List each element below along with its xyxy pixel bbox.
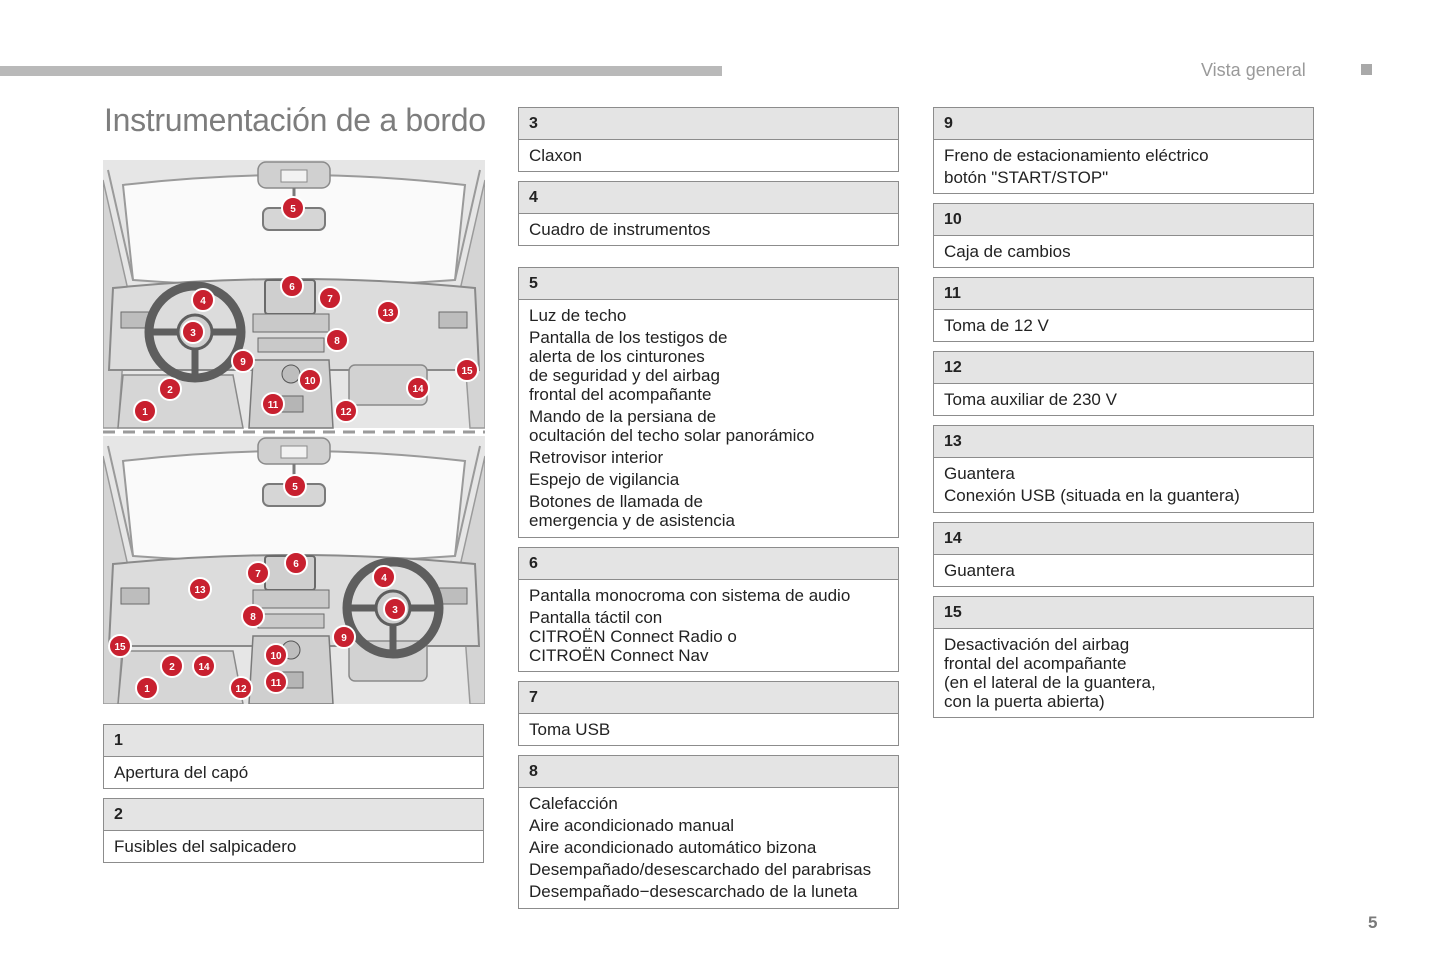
svg-text:7: 7 bbox=[327, 294, 333, 305]
item-text: Desempañado−desescarchado de la luneta bbox=[529, 882, 858, 901]
page-number: 5 bbox=[1368, 913, 1378, 932]
callout-top-14 bbox=[407, 377, 429, 399]
item-text: Pantalla de los testigos de bbox=[529, 328, 728, 347]
svg-text:11: 11 bbox=[270, 678, 282, 689]
item-text: Pantalla monocroma con sistema de audio bbox=[529, 586, 851, 605]
svg-text:9: 9 bbox=[240, 357, 246, 368]
item-text: Toma USB bbox=[529, 720, 611, 739]
item-number: 14 bbox=[934, 523, 1313, 555]
item-card-12 bbox=[933, 351, 1314, 416]
section-marker-icon bbox=[1361, 64, 1372, 75]
item-text: alerta de los cinturones bbox=[529, 347, 705, 366]
top-rule-bar bbox=[0, 66, 722, 76]
callout-top-12 bbox=[335, 400, 357, 422]
svg-text:3: 3 bbox=[190, 328, 196, 339]
item-text: de seguridad y del airbag bbox=[529, 366, 720, 385]
callout-top-15 bbox=[456, 359, 478, 381]
item-text: con la puerta abierta) bbox=[944, 692, 1105, 711]
item-card-9 bbox=[933, 107, 1314, 194]
callout-top-7 bbox=[319, 287, 341, 309]
callout-bottom-14 bbox=[193, 655, 215, 677]
item-card-1 bbox=[103, 724, 484, 789]
item-text: Guantera bbox=[944, 464, 1015, 483]
callout-bottom-12 bbox=[230, 677, 252, 699]
item-text: Cuadro de instrumentos bbox=[529, 220, 711, 239]
item-number: 13 bbox=[934, 426, 1313, 458]
svg-text:11: 11 bbox=[267, 400, 279, 411]
svg-text:8: 8 bbox=[250, 612, 256, 623]
item-card-3 bbox=[518, 107, 899, 172]
svg-text:15: 15 bbox=[114, 642, 126, 653]
item-text: Desempañado/desescarchado del parabrisas bbox=[529, 860, 872, 879]
item-text: Guantera bbox=[944, 561, 1015, 580]
item-card-6 bbox=[518, 547, 899, 672]
item-text: Pantalla táctil con bbox=[529, 608, 663, 627]
item-text: Freno de estacionamiento eléctrico bbox=[944, 146, 1209, 165]
callout-top-13 bbox=[377, 301, 399, 323]
item-text: Conexión USB (situada en la guantera) bbox=[944, 486, 1240, 505]
svg-text:3: 3 bbox=[392, 605, 398, 616]
callout-bottom-9 bbox=[333, 626, 355, 648]
item-card-11 bbox=[933, 277, 1314, 342]
item-card-5 bbox=[518, 267, 899, 538]
svg-text:5: 5 bbox=[292, 482, 298, 493]
svg-text:2: 2 bbox=[167, 385, 173, 396]
callout-bottom-11 bbox=[265, 671, 287, 693]
svg-text:7: 7 bbox=[255, 569, 261, 580]
svg-text:12: 12 bbox=[340, 407, 352, 418]
item-number: 5 bbox=[519, 268, 898, 300]
page-title: Instrumentación de a bordo bbox=[104, 102, 486, 138]
svg-text:12: 12 bbox=[235, 684, 247, 695]
item-text: Claxon bbox=[529, 146, 582, 165]
item-text: frontal del acompañante bbox=[944, 654, 1127, 673]
callout-bottom-4 bbox=[373, 566, 395, 588]
svg-text:1: 1 bbox=[142, 407, 148, 418]
item-text: Espejo de vigilancia bbox=[529, 470, 680, 489]
dashboard-illustration bbox=[103, 160, 485, 704]
item-card-7 bbox=[518, 681, 899, 746]
item-number: 8 bbox=[519, 756, 898, 788]
svg-text:9: 9 bbox=[341, 633, 347, 644]
callout-top-6 bbox=[281, 275, 303, 297]
svg-text:2: 2 bbox=[169, 662, 175, 673]
callout-top-11 bbox=[262, 393, 284, 415]
svg-text:5: 5 bbox=[290, 204, 296, 215]
svg-text:13: 13 bbox=[382, 308, 394, 319]
svg-text:1: 1 bbox=[144, 684, 150, 695]
item-text: Desactivación del airbag bbox=[944, 635, 1130, 654]
item-text: Fusibles del salpicadero bbox=[114, 837, 297, 856]
item-number: 2 bbox=[104, 799, 483, 831]
svg-text:10: 10 bbox=[304, 376, 316, 387]
item-text: Retrovisor interior bbox=[529, 448, 664, 467]
callout-bottom-13 bbox=[189, 578, 211, 600]
svg-text:13: 13 bbox=[194, 585, 206, 596]
item-text: Toma de 12 V bbox=[944, 316, 1049, 335]
callout-bottom-10 bbox=[265, 644, 287, 666]
item-text: (en el lateral de la guantera, bbox=[944, 673, 1156, 692]
svg-text:10: 10 bbox=[270, 651, 282, 662]
item-number: 4 bbox=[519, 182, 898, 214]
item-card-13 bbox=[933, 425, 1314, 513]
svg-text:8: 8 bbox=[334, 336, 340, 347]
item-text: botón "START/STOP" bbox=[944, 168, 1109, 187]
callout-bottom-6 bbox=[285, 552, 307, 574]
item-number: 9 bbox=[934, 108, 1313, 140]
callout-bottom-2 bbox=[161, 655, 183, 677]
item-number: 6 bbox=[519, 548, 898, 580]
item-number: 12 bbox=[934, 352, 1313, 384]
item-number: 1 bbox=[104, 725, 483, 757]
item-text: CITROËN Connect Radio o bbox=[529, 627, 737, 646]
item-text: CITROËN Connect Nav bbox=[529, 646, 709, 665]
item-card-4 bbox=[518, 181, 899, 246]
callout-bottom-15 bbox=[109, 635, 131, 657]
item-card-15 bbox=[933, 596, 1314, 718]
item-number: 10 bbox=[934, 204, 1313, 236]
item-text: Caja de cambios bbox=[944, 242, 1071, 261]
svg-text:14: 14 bbox=[412, 384, 424, 395]
item-card-8 bbox=[518, 755, 899, 909]
svg-text:6: 6 bbox=[293, 559, 299, 570]
item-text: Toma auxiliar de 230 V bbox=[944, 390, 1117, 409]
callout-top-3 bbox=[182, 321, 204, 343]
item-number: 3 bbox=[519, 108, 898, 140]
item-text: Mando de la persiana de bbox=[529, 407, 717, 426]
callout-top-5 bbox=[282, 197, 304, 219]
item-number: 15 bbox=[934, 597, 1313, 629]
callout-top-4 bbox=[192, 289, 214, 311]
item-text: ocultación del techo solar panorámico bbox=[529, 426, 815, 445]
callout-top-10 bbox=[299, 369, 321, 391]
item-text: Aire acondicionado automático bizona bbox=[529, 838, 817, 857]
callout-top-1 bbox=[134, 400, 156, 422]
callout-top-2 bbox=[159, 378, 181, 400]
item-text: Aire acondicionado manual bbox=[529, 816, 735, 835]
svg-text:14: 14 bbox=[198, 662, 210, 673]
item-number: 11 bbox=[934, 278, 1313, 310]
item-text: emergencia y de asistencia bbox=[529, 511, 736, 530]
item-number: 7 bbox=[519, 682, 898, 714]
item-text: frontal del acompañante bbox=[529, 385, 712, 404]
item-card-2 bbox=[103, 798, 484, 863]
svg-text:15: 15 bbox=[461, 366, 473, 377]
item-card-14 bbox=[933, 522, 1314, 587]
item-text: Luz de techo bbox=[529, 306, 627, 325]
svg-text:6: 6 bbox=[289, 282, 295, 293]
svg-text:4: 4 bbox=[381, 573, 387, 584]
item-card-10 bbox=[933, 203, 1314, 268]
callout-top-9 bbox=[232, 350, 254, 372]
callout-bottom-8 bbox=[242, 605, 264, 627]
callout-top-8 bbox=[326, 329, 348, 351]
section-title: Vista general bbox=[1201, 60, 1306, 80]
item-text: Calefacción bbox=[529, 794, 618, 813]
item-text: Apertura del capó bbox=[114, 763, 249, 782]
callout-bottom-7 bbox=[247, 562, 269, 584]
callout-bottom-1 bbox=[136, 677, 158, 699]
item-text: Botones de llamada de bbox=[529, 492, 703, 511]
svg-text:4: 4 bbox=[200, 296, 206, 307]
callout-bottom-3 bbox=[384, 598, 406, 620]
callout-bottom-5 bbox=[284, 475, 306, 497]
